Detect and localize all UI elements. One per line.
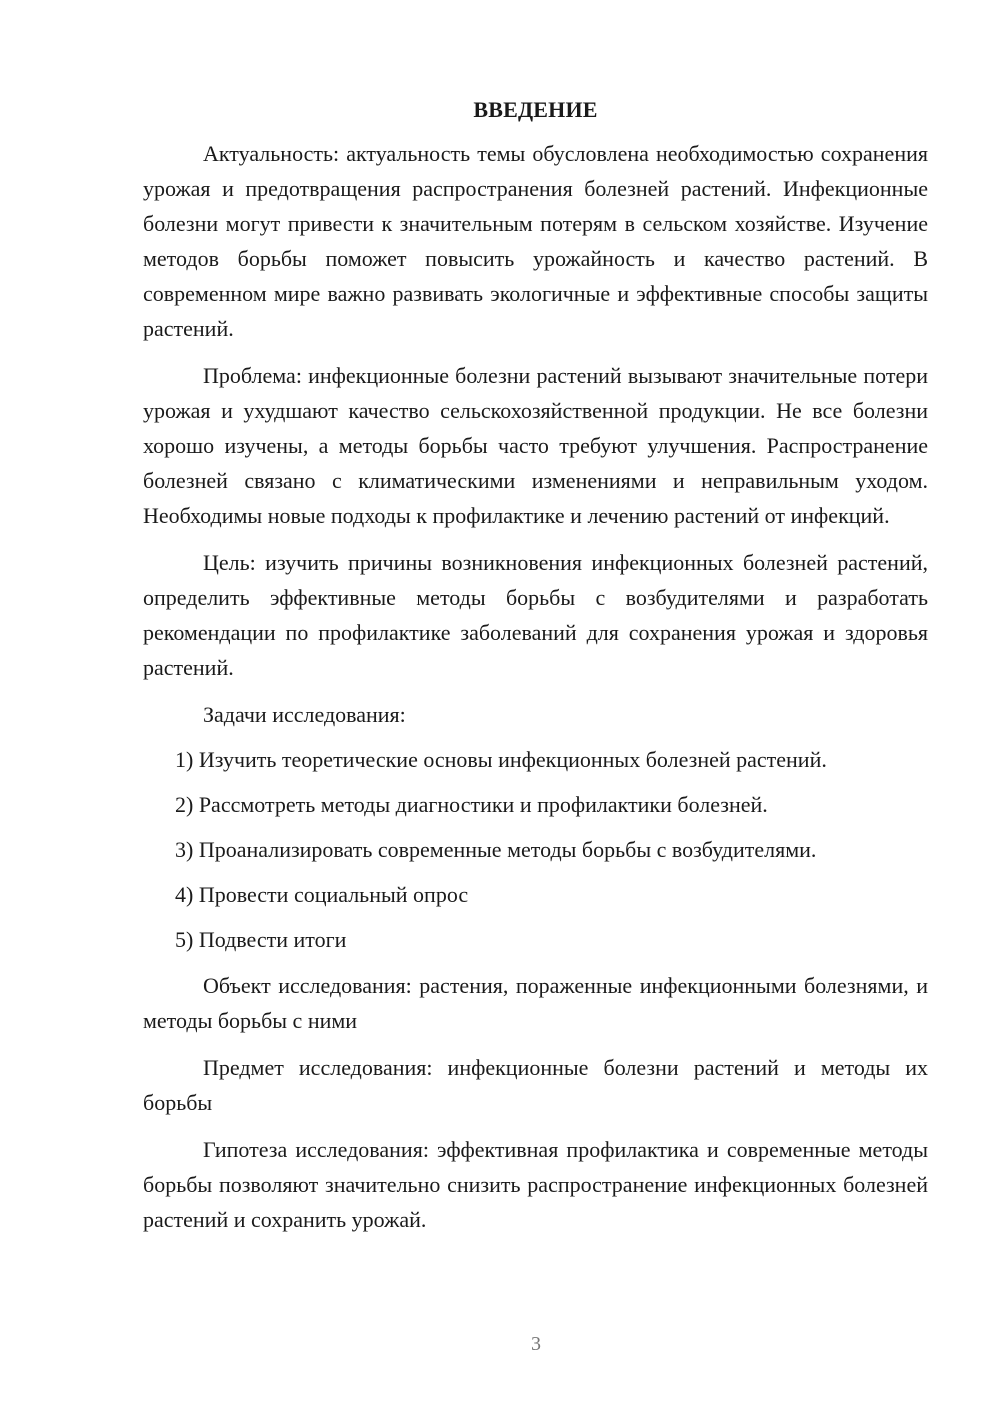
task-list: [143, 742, 928, 957]
problem-paragraph: Проблема: инфекционные болезни растений вызывают значительные потери урожая и ухудшают качество сельскохозяйственной продукции. Не все болезни хорошо изучены, а методы борьбы часто требуют улучшения. Распространение болезней связано с климатическими изменениями и неправильным уходом. Необходимы новые подходы к профилактике и лечению растений от инфекций.: [143, 363, 928, 528]
list-item: 4) Провести социальный опрос: [175, 882, 469, 907]
list-item: 5) Подвести итоги: [175, 927, 347, 952]
tasks-title: Задачи исследования:: [203, 702, 406, 727]
object-paragraph: Объект исследования: растения, пораженные инфекционными болезнями, и методы борьбы с ними: [143, 973, 928, 1033]
relevance-paragraph: Актуальность: актуальность темы обусловлена необходимостью сохранения урожая и предотвращения распространения болезней растений. Инфекционные болезни могут привести к значительным потерям в сельском хозяйстве. Изучение методов борьбы поможет повысить урожайность и качество растений. В современном мире важно развивать экологичные и эффективные способы защиты растений.: [143, 141, 928, 341]
goal-paragraph: Цель: изучить причины возникновения инфекционных болезней растений, определить эффективные методы борьбы с возбудителями и разработать рекомендации по профилактике заболеваний для сохранения урожая и здоровья растений.: [143, 550, 928, 680]
page-number: 3: [531, 1333, 541, 1355]
list-item: 3) Проанализировать современные методы борьбы с возбудителями.: [175, 837, 817, 862]
list-item: 2) Рассмотреть методы диагностики и профилактики болезней.: [175, 792, 768, 817]
page-title: ВВЕДЕНИЕ: [473, 97, 598, 122]
subject-paragraph: Предмет исследования: инфекционные болезни растений и методы их борьбы: [143, 1055, 928, 1115]
hypothesis-paragraph: Гипотеза исследования: эффективная профилактика и современные методы борьбы позволяют значительно снизить распространение инфекционных болезней растений и сохранить урожай.: [143, 1137, 928, 1232]
document-page: [143, 92, 928, 1249]
list-item: 1) Изучить теоретические основы инфекционных болезней растений.: [175, 747, 827, 772]
